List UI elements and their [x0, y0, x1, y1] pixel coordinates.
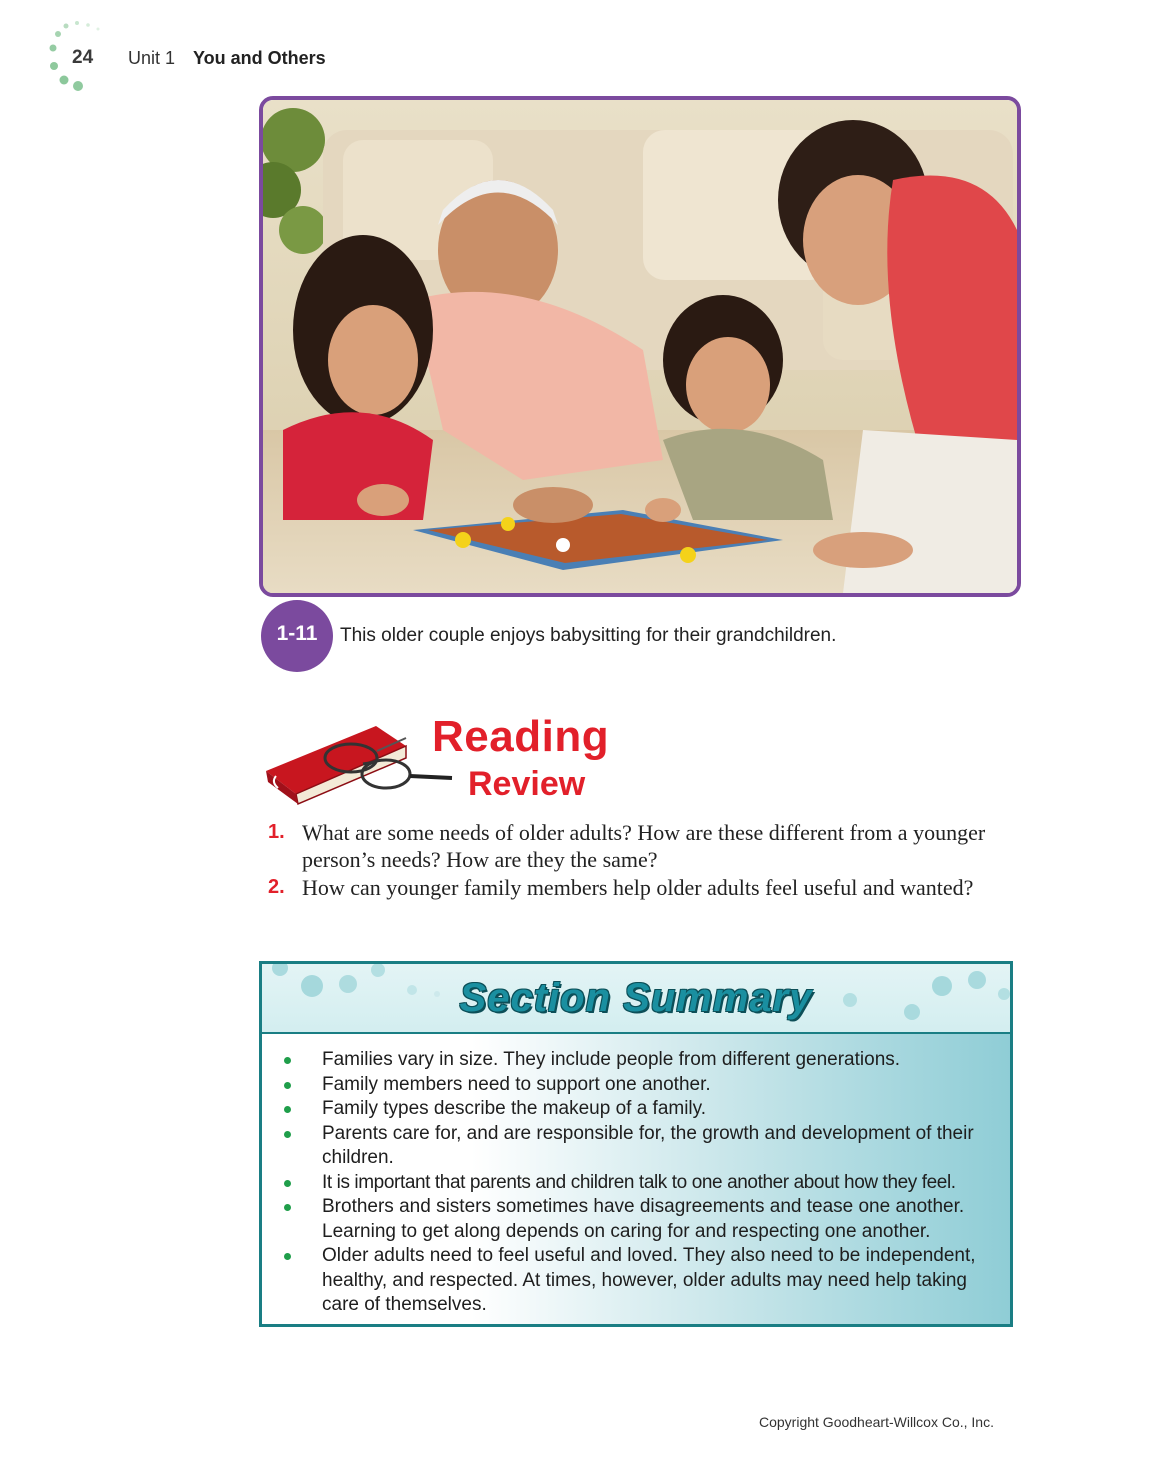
unit-label: Unit 1 — [128, 48, 176, 68]
bullet-icon — [284, 1253, 291, 1260]
family-photo-illustration — [263, 100, 1017, 593]
bullet-icon — [284, 1180, 291, 1187]
summary-item: It is important that parents and children talk to one another about how they feel. — [262, 1171, 1010, 1196]
review-question — [268, 819, 1008, 873]
unit-title: You and Others — [193, 48, 326, 68]
question-text: How can younger family members help older adults feel useful and wanted? — [302, 875, 974, 900]
family-photo — [259, 96, 1021, 597]
copyright-notice: Copyright Goodheart-Willcox Co., Inc. — [759, 1414, 994, 1430]
bullet-icon — [284, 1131, 291, 1138]
reading-review-subtitle: Review — [468, 765, 586, 803]
figure-number: 1-11 — [276, 622, 318, 645]
question-number: 1. — [268, 821, 285, 843]
section-summary-header — [262, 964, 1010, 1034]
reading-review-title: Reading — [432, 712, 610, 761]
section-summary-box — [259, 961, 1013, 1327]
question-number: 2. — [268, 876, 285, 898]
summary-item: Older adults need to feel useful and loved. They also need to be independent, healthy, and respected. At times, however, older adults may need help taking care of themselves. — [262, 1244, 1010, 1318]
summary-item: Families vary in size. They include people from different generations. — [262, 1048, 1010, 1073]
bullet-icon — [284, 1106, 291, 1113]
bullet-icon — [284, 1204, 291, 1211]
book-with-glasses-icon — [256, 716, 456, 806]
question-text: What are some needs of older adults? How are these different from a younger person’s needs? How are they the same? — [302, 820, 986, 872]
summary-item: Brothers and sisters sometimes have disagreements and tease one another. Learning to get along depends on caring for and respecting one another. — [262, 1195, 1010, 1244]
summary-item: Family types describe the makeup of a family. — [262, 1097, 1010, 1122]
bullet-icon — [284, 1082, 291, 1089]
section-summary-title: Section Summary — [459, 976, 813, 1020]
summary-list — [262, 1048, 1010, 1318]
page-number: 24 — [72, 47, 94, 68]
figure-caption: This older couple enjoys babysitting for their grandchildren. — [340, 625, 837, 646]
summary-item: Family members need to support one another. — [262, 1073, 1010, 1098]
bullet-icon — [284, 1057, 291, 1064]
review-question — [268, 874, 1008, 901]
summary-item: Parents care for, and are responsible for, the growth and development of their children. — [262, 1122, 1010, 1171]
